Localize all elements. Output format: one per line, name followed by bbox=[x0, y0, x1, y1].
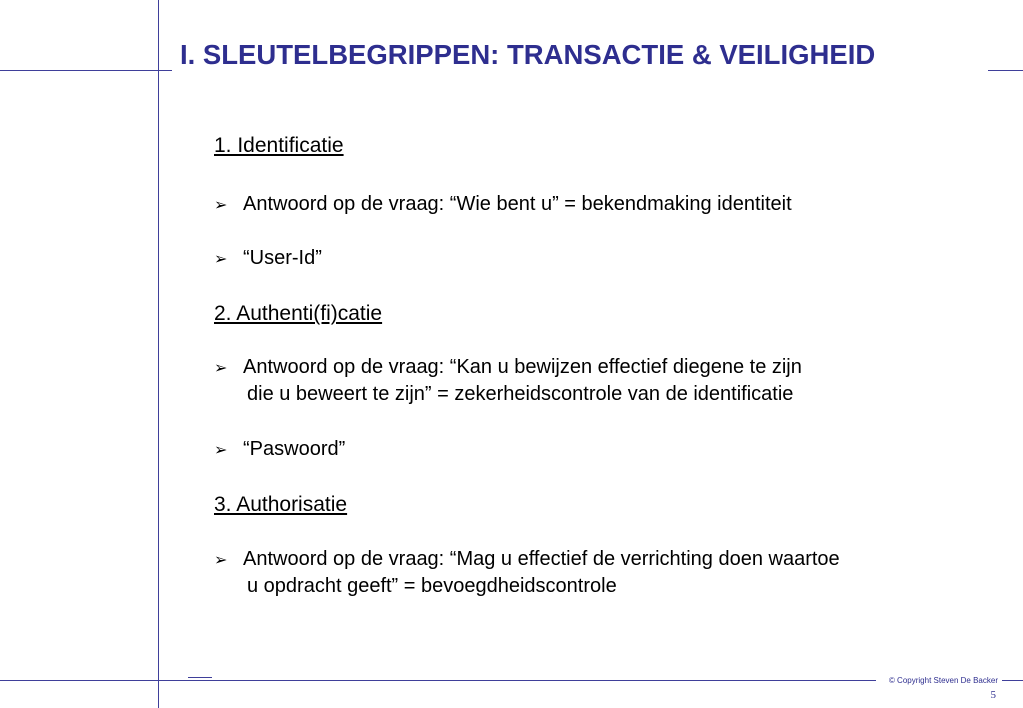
arrow-bullet-icon: ➢ bbox=[214, 195, 228, 214]
copyright-notice: © Copyright Steven De Backer bbox=[888, 676, 998, 685]
bottom-rule-accent bbox=[188, 677, 212, 678]
bottom-rule-right bbox=[1002, 680, 1023, 681]
section-heading-authentificatie: 2. Authenti(fi)catie bbox=[214, 302, 383, 325]
bottom-rule bbox=[0, 680, 876, 681]
bullet-text: “Paswoord” bbox=[243, 438, 346, 460]
bullet-item bbox=[214, 245, 322, 272]
bullet-item bbox=[214, 354, 802, 381]
slide-title: I. SLEUTELBEGRIPPEN: TRANSACTIE & VEILIGHEID bbox=[180, 39, 876, 70]
bullet-text: Antwoord op de vraag: “Wie bent u” = bekendmaking identiteit bbox=[243, 193, 792, 215]
arrow-bullet-icon: ➢ bbox=[214, 358, 228, 377]
bullet-text: Antwoord op de vraag: “Mag u effectief de verrichting doen waartoe bbox=[243, 548, 840, 570]
arrow-bullet-icon: ➢ bbox=[214, 550, 228, 569]
arrow-bullet-icon: ➢ bbox=[214, 249, 228, 268]
bullet-text: “User-Id” bbox=[243, 247, 322, 269]
bullet-item bbox=[214, 546, 840, 573]
section-heading-authorisatie: 3. Authorisatie bbox=[214, 493, 348, 516]
vertical-rule bbox=[158, 0, 159, 708]
top-rule-right bbox=[988, 70, 1023, 71]
bullet-text: Antwoord op de vraag: “Kan u bewijzen effectief diegene te zijn bbox=[243, 356, 802, 378]
bullet-item bbox=[214, 191, 792, 218]
bullet-continuation: u opdracht geeft” = bevoegdheidscontrole bbox=[247, 575, 617, 597]
section-heading-identificatie: 1. Identificatie bbox=[214, 134, 344, 157]
page-number: 5 bbox=[990, 689, 996, 701]
bullet-continuation: die u beweert te zijn” = zekerheidscontrole van de identificatie bbox=[247, 383, 794, 405]
arrow-bullet-icon: ➢ bbox=[214, 440, 228, 459]
bullet-item bbox=[214, 436, 345, 463]
top-rule-left bbox=[0, 70, 172, 71]
